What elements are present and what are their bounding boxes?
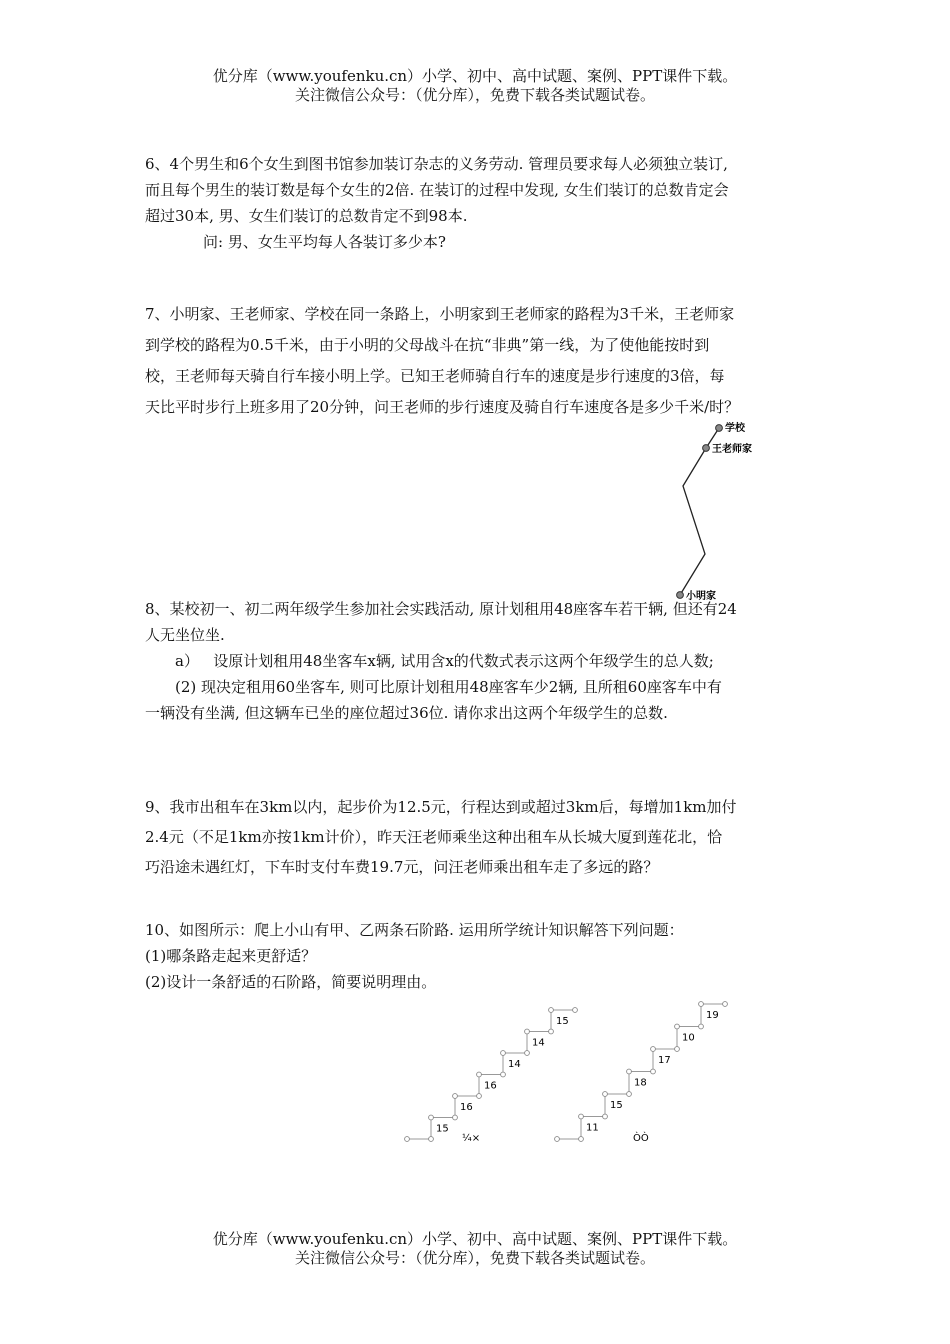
a-stairs-node [549, 1029, 554, 1034]
a-stairs-node [429, 1137, 434, 1142]
footer-line-2: 关注微信公众号：（优分库），免费下载各类试题试卷。 [294, 1249, 655, 1267]
q7-line-4: 天比平时步行上班多用了20分钟，问王老师的步行速度及骑自行车速度各是多少千米/时？ [145, 398, 740, 416]
stairs-path-a [405, 1008, 578, 1142]
q9-line-2: 2.4元（不足1km亦按1km计价），昨天汪老师乘坐这种出租车从长城大厦到莲花北，恰 [145, 828, 723, 846]
q7-line-3: 校，王老师每天骑自行车接小明上学。已知王老师骑自行车的速度是步行速度的3倍，每 [145, 367, 725, 385]
page-footer [0, 1230, 950, 1268]
a-step-label: 14 [532, 1037, 545, 1049]
q8-part-b-line-1: (2) 现决定租用60坐客车, 则可比原计划租用48座客车少2辆, 且所租60座客车中有 [175, 678, 722, 696]
q7-line-2: 到学校的路程为0.5千米，由于小明的父母战斗在抗“非典”第一线，为了使他能按时到 [145, 336, 710, 354]
a-stairs-node [525, 1051, 530, 1056]
q6-line-3: 超过30本, 男、女生们装订的总数肯定不到98本. [145, 207, 468, 225]
stairs-path-b [555, 1002, 728, 1142]
question-10 [145, 917, 810, 995]
b-step-label: 15 [610, 1100, 623, 1111]
stairs-b-label: ÒÒ [633, 1133, 649, 1144]
a-stairs-node [453, 1115, 458, 1120]
header-line-1: 优分库（www.youfenku.cn）小学、初中、高中试题、案例、PPT课件下载。 [212, 67, 738, 85]
q7-line-1: 7、小明家、王老师家、学校在同一条路上，小明家到王老师家的路程为3千米，王老师家 [145, 305, 735, 323]
q8-part-a-marker: a） [175, 652, 199, 670]
b-step-label: 19 [706, 1010, 719, 1021]
b-stairs-node [651, 1047, 656, 1052]
q10-line-1: 10、如图所示：爬上小山有甲、乙两条石阶路. 运用所学统计知识解答下列问题： [145, 921, 684, 939]
a-stairs-node [549, 1008, 554, 1013]
a-stairs-node [573, 1008, 578, 1013]
route-map [670, 418, 780, 603]
q6-line-2: 而且每个男生的装订数是每个女生的2倍. 在装订的过程中发现, 女生们装订的总数肯定会 [145, 181, 729, 199]
b-step-label: 17 [658, 1055, 671, 1066]
a-step-label: 16 [460, 1102, 473, 1113]
b-step-label: 18 [634, 1077, 647, 1089]
a-stairs-node [525, 1029, 530, 1034]
q6-line-1: 6、4个男生和6个女生到图书馆参加装订杂志的义务劳动. 管理员要求每人必须独立装订, [145, 155, 728, 173]
a-stairs-node [405, 1137, 410, 1142]
b-stairs-node [579, 1114, 584, 1119]
a-step-label: 16 [484, 1080, 497, 1092]
b-stairs-node [675, 1024, 680, 1029]
q6-question: 问: 男、女生平均每人各装订多少本? [203, 233, 446, 251]
header-line-2: 关注微信公众号：（优分库），免费下载各类试题试卷。 [294, 86, 655, 104]
school-point [716, 425, 723, 432]
q8-line-2: 人无坐位坐. [145, 626, 225, 644]
b-stairs-node [699, 1002, 704, 1007]
q8-part-a [145, 648, 810, 674]
b-step-label: 11 [586, 1122, 599, 1134]
stairs-a-label: ¼× [462, 1133, 481, 1144]
page-header [0, 67, 950, 105]
a-stairs-node [501, 1051, 506, 1056]
a-stairs-node [477, 1072, 482, 1077]
b-stairs-node [675, 1047, 680, 1052]
b-stairs-node [603, 1092, 608, 1097]
q8-part-a-text: 设原计划租用48坐客车x辆, 试用含x的代数式表示这两个年级学生的总人数; [213, 652, 714, 670]
a-step-label: 15 [556, 1016, 569, 1027]
b-stairs-node [699, 1024, 704, 1029]
b-stairs-node [627, 1092, 632, 1097]
q9-line-3: 巧沿途未遇红灯，下车时支付车费19.7元，问汪老师乘出租车走了多远的路？ [145, 858, 659, 876]
a-stairs-node [477, 1094, 482, 1099]
question-7 [145, 299, 810, 423]
b-stairs-node [579, 1137, 584, 1142]
xiaoming-home-label: 小明家 [686, 591, 716, 602]
footer-line-1: 优分库（www.youfenku.cn）小学、初中、高中试题、案例、PPT课件下载。 [212, 1230, 738, 1248]
a-stairs-node [501, 1072, 506, 1077]
b-stairs-node [603, 1114, 608, 1119]
question-6 [145, 151, 810, 255]
q8-line-1: 8、某校初一、初二两年级学生参加社会实践活动, 原计划租用48座客车若干辆, 但还有24 [145, 600, 737, 618]
question-8 [145, 596, 810, 726]
q10-line-2: (1)哪条路走起来更舒适？ [145, 947, 317, 965]
a-stairs-node [429, 1115, 434, 1120]
q8-part-b-line-2: 一辆没有坐满, 但这辆车已坐的座位超过36位. 请你求出这两个年级学生的总数. [145, 704, 668, 722]
a-step-label: 15 [436, 1123, 449, 1135]
a-step-label: 14 [508, 1059, 521, 1070]
b-stairs-node [627, 1069, 632, 1074]
q10-line-3: (2)设计一条舒适的石阶路，简要说明理由。 [145, 973, 437, 991]
b-step-label: 10 [682, 1032, 695, 1044]
a-stairs-node [453, 1094, 458, 1099]
teacher-home-point [703, 445, 710, 452]
b-stairs-node [651, 1069, 656, 1074]
stairs-diagram [395, 995, 735, 1155]
teacher-home-label: 王老师家 [712, 444, 752, 455]
b-stairs-node [555, 1137, 560, 1142]
b-stairs-node [723, 1002, 728, 1007]
question-9 [145, 792, 810, 882]
q9-line-1: 9、我市出租车在3km以内，起步价为12.5元，行程达到或超过3km后，每增加1km加付 [145, 798, 737, 816]
school-label: 学校 [725, 423, 745, 434]
